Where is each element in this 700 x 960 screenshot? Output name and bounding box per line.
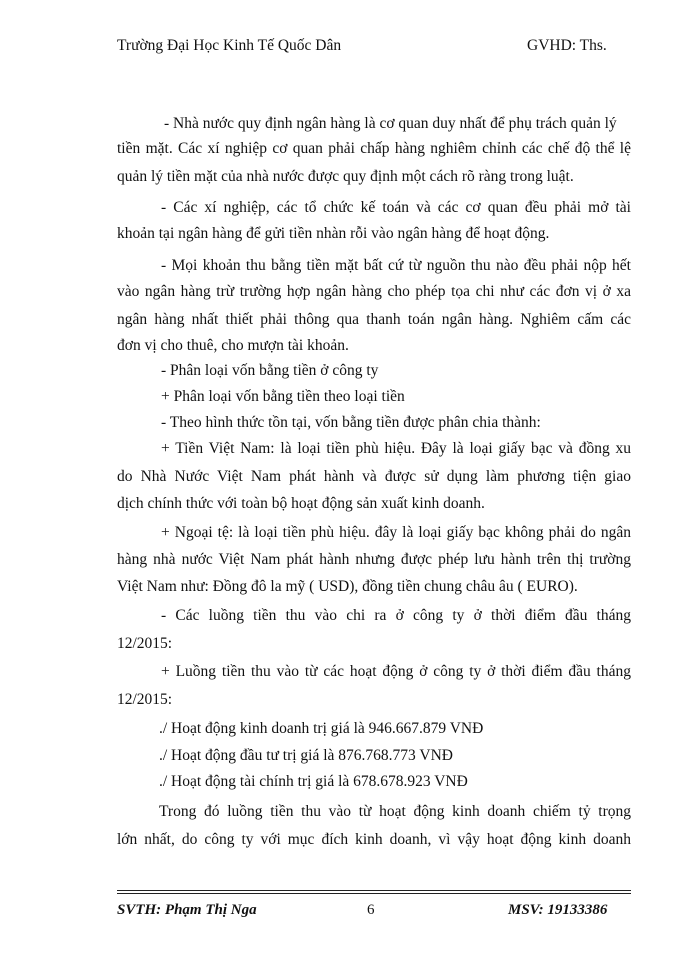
- paragraph-line: ./ Hoạt động kinh doanh trị giá là 946.667.879 VNĐ: [159, 720, 484, 737]
- paragraph-line: dịch chính thức với toàn bộ hoạt động sản xuất kinh doanh.: [117, 495, 485, 512]
- paragraph-line: 12/2015:: [117, 635, 173, 652]
- paragraph-line: Trong đó luồng tiền thu vào từ hoạt động kinh doanh chiếm tỷ trọng: [159, 803, 631, 820]
- paragraph-line: lớn nhất, do công ty với mục đích kinh doanh, vì vậy hoạt động kinh doanh: [117, 831, 631, 848]
- paragraph-line: - Các xí nghiệp, các tổ chức kế toán và các cơ quan đều phải mở tài: [161, 199, 631, 216]
- paragraph-line: 12/2015:: [117, 691, 173, 708]
- paragraph-line: quản lý tiền mặt của nhà nước được quy định một cách rõ ràng trong luật.: [117, 168, 574, 185]
- header-school-name: Trường Đại Học Kinh Tế Quốc Dân: [117, 37, 342, 54]
- page-number: 6: [367, 902, 375, 918]
- footer-divider: [117, 890, 631, 894]
- paragraph-line: - Các luồng tiền thu vào chi ra ở công ty ở thời điểm đầu tháng: [161, 607, 631, 624]
- paragraph-line: tiền mặt. Các xí nghiệp cơ quan phải chấp hàng nghiêm chỉnh các chế độ thể lệ: [117, 140, 631, 157]
- paragraph-line: ./ Hoạt động đầu tư trị giá là 876.768.773 VNĐ: [159, 747, 453, 764]
- paragraph-line: + Ngoại tệ: là loại tiền phù hiệu. đây là loại giấy bạc không phải do ngân: [161, 524, 631, 541]
- header-advisor: GVHD: Ths.: [527, 37, 607, 54]
- paragraph-line: - Mọi khoản thu bằng tiền mặt bất cứ từ nguồn thu nào đều phải nộp hết: [161, 257, 631, 274]
- paragraph-line: do Nhà Nước Việt Nam phát hành và được sử dụng làm phương tiện giao: [117, 468, 631, 485]
- paragraph-line: ngân hàng nhất thiết phải thông qua thanh toán ngân hàng. Nghiêm cấm các: [117, 311, 631, 328]
- footer-student-name: SVTH: Phạm Thị Nga: [117, 902, 257, 918]
- paragraph-line: vào ngân hàng trừ trường hợp ngân hàng cho phép tọa chi như các đơn vị ở xa: [117, 283, 631, 300]
- paragraph-line: + Phân loại vốn bằng tiền theo loại tiền: [161, 388, 405, 405]
- paragraph-line: + Tiền Việt Nam: là loại tiền phù hiệu. Đây là loại giấy bạc và đồng xu: [161, 440, 631, 457]
- paragraph-line: hàng nhà nước Việt Nam phát hành nhưng được phép lưu hành trên thị trường: [117, 551, 631, 568]
- paragraph-line: ./ Hoạt động tài chính trị giá là 678.678.923 VNĐ: [159, 773, 468, 790]
- paragraph-line: khoản tại ngân hàng để gửi tiền nhàn rỗi vào ngân hàng để hoạt động.: [117, 225, 550, 242]
- paragraph-line: - Nhà nước quy định ngân hàng là cơ quan duy nhất để phụ trách quản lý: [164, 115, 617, 132]
- paragraph-line: đơn vị cho thuê, cho mượn tài khoản.: [117, 337, 349, 354]
- paragraph-line: Việt Nam như: Đồng đô la mỹ ( USD), đồng tiền chung châu âu ( EURO).: [117, 578, 578, 595]
- paragraph-line: - Theo hình thức tồn tại, vốn bằng tiền được phân chia thành:: [161, 414, 541, 431]
- paragraph-line: - Phân loại vốn bằng tiền ở công ty: [161, 362, 379, 379]
- footer-student-id: MSV: 19133386: [508, 902, 608, 918]
- paragraph-line: + Luồng tiền thu vào từ các hoạt động ở công ty ở thời điểm đầu tháng: [161, 663, 631, 680]
